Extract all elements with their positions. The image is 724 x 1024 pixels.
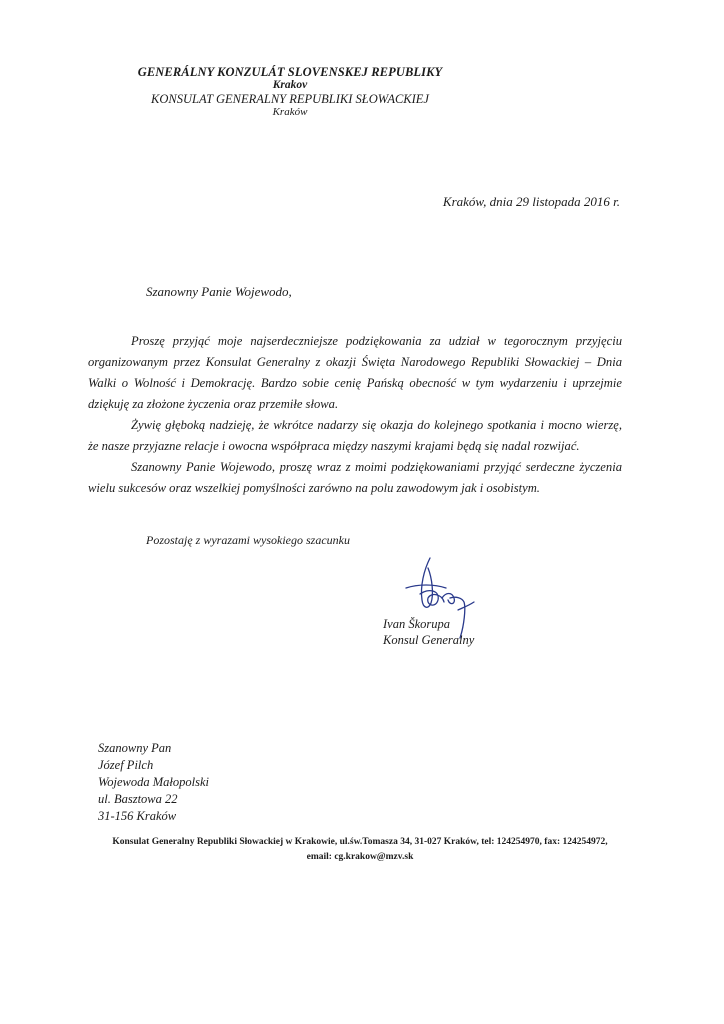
footer-address: Konsulat Generalny Republiki Słowackiej w Krakowie, ul.św.Tomasza 34, 31-027 Kraków, tel: 124254970, fax: 124254972,	[112, 837, 608, 847]
letter-date: Kraków, dnia 29 listopada 2016 r.	[442, 194, 620, 209]
signatory-title: Konsul Generalny	[383, 633, 475, 647]
paragraph-1	[88, 331, 622, 415]
recipient-line-1: Szanowny Pan	[98, 741, 172, 755]
salutation: Szanowny Panie Wojewodo,	[146, 284, 292, 299]
paragraph-2	[88, 415, 622, 457]
paragraph-2-text: Żywię głęboką nadzieję, że wkrótce nadarzy się okazja do kolejnego spotkania i mocno wierzę, że nasze przyjazne relacje i owocna współpraca między naszymi krajami będą się nadal rozwijać.	[88, 418, 622, 453]
paragraph-3	[88, 457, 622, 499]
paragraph-1-text: Proszę przyjąć moje najserdeczniejsze podziękowania za udział w tegorocznym przyjęciu organizowanym przez Konsulat Generalny z okazji Święta Narodowego Republiki Słowackiej – Dnia Walki o Wolność i Demokrację. Bardzo sobie cenię Pańską obecność w tym wydarzeniu i uprzejmie dziękuję za złożone życzenia oraz przemiłe słowa.	[88, 334, 622, 411]
letterhead-slovak-city: Krakov	[272, 79, 308, 91]
closing-line: Pozostaję z wyrazami wysokiego szacunku	[146, 533, 350, 547]
letterhead-slovak-name: GENERÁLNY KONZULÁT SLOVENSKEJ REPUBLIKY	[137, 65, 443, 79]
letterhead-polish-name: KONSULAT GENERALNY REPUBLIKI SŁOWACKIEJ	[151, 92, 429, 106]
letterhead-polish-city: Kraków	[272, 106, 308, 118]
signatory-name: Ivan Škorupa	[383, 617, 450, 631]
recipient-line-2: Józef Pilch	[98, 758, 154, 772]
letterhead	[0, 66, 580, 119]
recipient-line-3: Wojewoda Małopolski	[98, 775, 209, 789]
recipient-line-4: ul. Basztowa 22	[98, 792, 178, 806]
recipient-address	[98, 740, 209, 825]
footer-email: email: cg.krakow@mzv.sk	[306, 852, 414, 862]
letter-footer	[100, 835, 620, 865]
paragraph-3-text: Szanowny Panie Wojewodo, proszę wraz z moimi podziękowaniami przyjąć serdeczne życzenia wielu sukcesów oraz wszelkiej pomyślności zarówno na polu zawodowym jak i osobistym.	[88, 460, 622, 495]
letter-body	[88, 331, 622, 499]
recipient-line-5: 31-156 Kraków	[98, 809, 177, 823]
signature-block	[383, 616, 474, 648]
